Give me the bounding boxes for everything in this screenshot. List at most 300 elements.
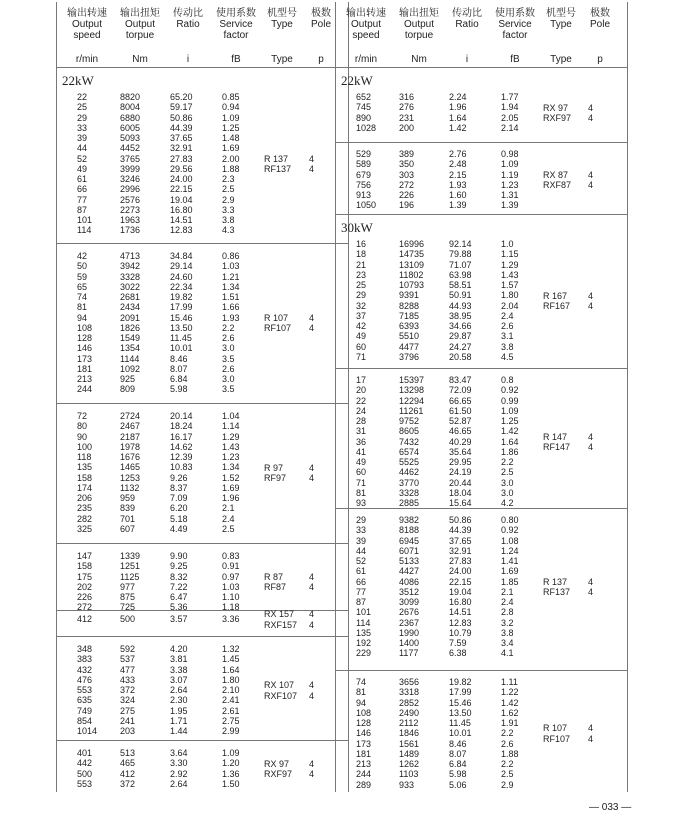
speed-cell: 108: [356, 707, 372, 718]
ratio-cell: 27.83: [449, 556, 472, 566]
ratio-cell: 50.86: [449, 515, 472, 525]
section: [57, 740, 348, 793]
table-row: [57, 614, 348, 624]
torque-cell: 477: [120, 664, 136, 675]
speed-cell: 890: [356, 112, 372, 123]
ratio-cell: 2.92: [170, 768, 188, 779]
factor-cell: 3.8: [501, 341, 514, 352]
table-row: [57, 514, 348, 524]
ratio-cell: 40.29: [449, 436, 472, 447]
table-row: [336, 159, 627, 169]
speed-cell: 81: [356, 687, 367, 698]
speed-cell: 25: [356, 280, 367, 290]
type-code: RX 97: [543, 102, 569, 113]
ratio-cell: 5.98: [449, 769, 467, 780]
torque-cell: 1990: [399, 627, 420, 638]
torque-cell: 1177: [399, 648, 419, 659]
factor-cell: 1.66: [222, 302, 240, 313]
table-row: [57, 483, 348, 493]
ratio-cell: 3.30: [170, 758, 188, 769]
factor-cell: 2.2: [501, 457, 514, 467]
factor-cell: 2.3: [222, 174, 235, 184]
torque-cell: 275: [120, 705, 136, 716]
torque-cell: 3942: [120, 261, 141, 272]
table-row: [336, 311, 627, 321]
speed-cell: 94: [356, 697, 367, 708]
speed-cell: 39: [356, 535, 367, 546]
type-code: R 107: [543, 723, 568, 734]
speed-cell: 128: [77, 333, 93, 343]
speed-cell: 37: [356, 310, 367, 321]
torque-cell: 231: [399, 112, 415, 123]
speed-cell: 22: [356, 395, 367, 406]
type-code: RX 157: [264, 609, 295, 620]
ratio-cell: 24.60: [170, 271, 193, 282]
ratio-cell: 20.14: [170, 411, 193, 421]
ratio-cell: 19.04: [449, 586, 472, 597]
ratio-cell: 52.87: [449, 416, 472, 426]
pole-label: [309, 759, 314, 780]
ratio-cell: 15.46: [449, 697, 472, 708]
ratio-cell: 13.50: [170, 322, 193, 333]
table-row: [336, 200, 627, 210]
pole-value: 4: [309, 473, 315, 483]
speed-cell: 44: [356, 545, 367, 556]
torque-cell: 2576: [120, 194, 141, 205]
pole-value: 4: [588, 733, 594, 744]
table-row: [57, 333, 348, 343]
pole-label: [309, 463, 314, 484]
data-rows: [57, 251, 348, 395]
ratio-cell: 20.44: [449, 477, 472, 488]
torque-cell: 196: [399, 200, 415, 211]
speed-cell: 32: [356, 300, 367, 311]
table-row: [336, 769, 627, 779]
ratio-cell: 10.79: [449, 627, 472, 638]
speed-cell: 59: [77, 271, 88, 282]
section: [336, 670, 627, 793]
factor-cell: 1.39: [501, 200, 519, 211]
table-row: [57, 493, 348, 503]
table-row: [336, 170, 627, 180]
factor-cell: 1.45: [222, 654, 240, 665]
torque-cell: 2681: [120, 292, 141, 302]
table-row: [57, 143, 348, 153]
torque-cell: 1253: [120, 472, 141, 483]
speed-cell: 226: [77, 592, 93, 602]
pole-value: 4: [588, 576, 594, 587]
speed-cell: 128: [356, 718, 372, 728]
data-rows: [336, 515, 627, 659]
ratio-cell: 16.80: [170, 204, 193, 215]
pole-value: 4: [309, 164, 315, 175]
table-row: [336, 515, 627, 525]
factor-cell: 1.10: [222, 592, 240, 602]
type-code: RX 107: [264, 680, 295, 691]
speed-cell: 192: [356, 638, 372, 648]
ratio-cell: 12.39: [170, 452, 193, 462]
pole-value: 4: [588, 431, 594, 442]
torque-cell: 4462: [399, 467, 420, 478]
ratio-cell: 5.18: [170, 513, 188, 524]
ratio-cell: 6.84: [170, 374, 188, 384]
speed-cell: 42: [356, 321, 367, 331]
torque-cell: 14735: [399, 249, 425, 260]
torque-cell: 3999: [120, 163, 141, 174]
speed-cell: 77: [356, 586, 367, 597]
ratio-cell: 3.81: [170, 654, 188, 665]
ratio-cell: 34.84: [170, 251, 193, 261]
torque-cell: 12294: [399, 395, 425, 406]
section: [336, 368, 627, 509]
factor-cell: 3.3: [222, 204, 235, 215]
torque-cell: 13298: [399, 385, 425, 396]
ratio-cell: 44.39: [170, 122, 193, 133]
type-code: R 137: [543, 576, 568, 587]
speed-cell: 29: [356, 515, 367, 525]
speed-cell: 146: [77, 343, 93, 354]
speed-cell: 913: [356, 190, 372, 200]
ratio-cell: 6.84: [449, 759, 467, 769]
section: [57, 243, 348, 404]
table-row: [57, 716, 348, 726]
ratio-cell: 3.57: [170, 614, 188, 624]
speed-cell: 589: [356, 159, 372, 170]
header-ratio: 传动比 Ratio: [173, 8, 203, 30]
ratio-cell: 50.91: [449, 290, 472, 301]
table-row: [336, 290, 627, 300]
table-row: [336, 190, 627, 200]
speed-cell: 147: [77, 551, 93, 561]
speed-cell: 114: [356, 617, 371, 628]
header-output-torque: 输出扭矩 Output torpue: [399, 8, 439, 41]
factor-cell: 1.57: [501, 280, 519, 290]
speed-cell: 93: [356, 498, 367, 508]
table-row: [57, 462, 348, 472]
speed-cell: 158: [77, 561, 93, 572]
factor-cell: 3.0: [501, 487, 514, 498]
factor-cell: 3.36: [222, 614, 240, 624]
torque-cell: 3328: [120, 271, 141, 282]
factor-cell: 1.69: [222, 143, 240, 154]
table-row: [57, 551, 348, 561]
factor-cell: 2.6: [222, 363, 235, 374]
pole-value: 4: [309, 312, 315, 323]
table-row: [336, 648, 627, 658]
factor-cell: 2.9: [222, 194, 235, 205]
factor-cell: 1.62: [501, 707, 519, 718]
factor-cell: 1.09: [222, 748, 240, 758]
torque-cell: 513: [120, 748, 136, 758]
torque-cell: 500: [120, 614, 136, 624]
ratio-cell: 19.82: [449, 677, 472, 687]
ratio-cell: 8.46: [449, 738, 467, 749]
ratio-cell: 16.17: [170, 431, 193, 442]
speed-cell: 118: [77, 452, 92, 462]
table-row: [336, 113, 627, 123]
factor-cell: 1.80: [501, 290, 519, 301]
torque-cell: 1676: [120, 452, 141, 462]
ratio-cell: 10.01: [449, 728, 472, 739]
speed-cell: 213: [356, 759, 372, 769]
ratio-cell: 8.32: [170, 571, 188, 582]
table-row: [336, 546, 627, 556]
section: [57, 610, 348, 637]
table-row: [336, 447, 627, 457]
type-label: [264, 313, 291, 334]
type-label: [543, 577, 570, 598]
ratio-cell: 9.25: [170, 561, 188, 572]
table-row: [57, 102, 348, 112]
data-rows: [57, 411, 348, 534]
speed-cell: 29: [356, 290, 367, 301]
factor-cell: 1.03: [222, 581, 240, 592]
torque-cell: 1978: [120, 441, 141, 452]
torque-cell: 977: [120, 581, 136, 592]
pole-value: 4: [588, 301, 594, 311]
ratio-cell: 8.07: [449, 748, 467, 759]
factor-cell: 0.86: [222, 251, 240, 261]
unit-fb: fB: [510, 54, 520, 65]
torque-cell: 3328: [399, 487, 420, 498]
pole-value: 4: [588, 723, 594, 734]
torque-cell: 5093: [120, 133, 141, 143]
table-row: [336, 416, 627, 426]
speed-cell: 272: [77, 602, 93, 613]
ratio-cell: 10.83: [170, 462, 193, 473]
unit-fb: fB: [231, 54, 241, 65]
table-row: [57, 374, 348, 384]
speed-cell: 42: [77, 251, 88, 261]
ratio-cell: 4.20: [170, 644, 188, 654]
speed-cell: 325: [77, 523, 93, 534]
table-row: [336, 352, 627, 362]
factor-cell: 1.77: [501, 92, 519, 102]
table-row: [336, 249, 627, 259]
torque-cell: 3656: [399, 677, 420, 687]
speed-cell: 49: [356, 457, 367, 467]
section: [336, 214, 627, 369]
table-row: [336, 375, 627, 385]
table-row: [336, 577, 627, 587]
speed-cell: 173: [356, 738, 372, 749]
speed-cell: 81: [77, 302, 88, 313]
speed-cell: 202: [77, 581, 93, 592]
pole-value: 4: [309, 462, 315, 473]
torque-cell: 6574: [399, 446, 420, 457]
table-row: [336, 498, 627, 508]
table-row: [336, 749, 627, 759]
factor-cell: 2.1: [222, 503, 235, 514]
speed-cell: 60: [356, 467, 367, 478]
torque-cell: 13109: [399, 259, 425, 270]
ratio-cell: 6.20: [170, 503, 188, 514]
speed-cell: 476: [77, 674, 93, 685]
table-row: [57, 779, 348, 789]
torque-cell: 1826: [120, 322, 141, 333]
table-row: [57, 503, 348, 513]
speed-cell: 282: [77, 513, 93, 524]
speed-cell: 679: [356, 169, 372, 180]
type-code: RF167: [543, 301, 571, 311]
torque-cell: 10793: [399, 280, 425, 290]
torque-cell: 8288: [399, 300, 420, 311]
torque-cell: 3512: [399, 586, 420, 597]
ratio-cell: 92.14: [449, 239, 472, 249]
table-row: [336, 566, 627, 576]
ratio-cell: 35.64: [449, 446, 472, 457]
torque-cell: 350: [399, 159, 415, 170]
right-table: [335, 2, 628, 792]
factor-cell: 1.69: [501, 566, 519, 577]
torque-cell: 3246: [120, 174, 141, 184]
torque-cell: 2467: [120, 421, 141, 432]
factor-cell: 2.4: [222, 513, 235, 524]
speed-cell: 77: [77, 194, 88, 205]
speed-cell: 442: [77, 758, 93, 769]
type-code: RX 87: [543, 169, 569, 180]
type-label: [264, 154, 291, 175]
type-code: RF107: [543, 733, 571, 744]
factor-cell: 3.8: [222, 215, 235, 225]
data-rows: [57, 748, 348, 789]
factor-cell: 1.21: [222, 271, 240, 282]
unit-rmin: r/min: [75, 54, 99, 65]
table-row: [57, 343, 348, 353]
ratio-cell: 14.62: [170, 441, 193, 452]
factor-cell: 1.88: [222, 163, 240, 174]
ratio-cell: 16.80: [449, 597, 472, 607]
ratio-cell: 3.38: [170, 664, 188, 675]
torque-cell: 1561: [399, 738, 420, 749]
table-row: [336, 342, 627, 352]
ratio-cell: 83.47: [449, 375, 472, 385]
table-row: [336, 270, 627, 280]
table-row: [57, 524, 348, 534]
speed-cell: 90: [77, 431, 88, 442]
type-code: RXF87: [543, 180, 572, 191]
speed-cell: 94: [77, 312, 88, 323]
table-row: [57, 665, 348, 675]
torque-cell: 5525: [399, 457, 420, 467]
torque-cell: 607: [120, 523, 136, 534]
speed-cell: 72: [77, 411, 88, 421]
table-row: [336, 260, 627, 270]
pole-label: [309, 313, 314, 334]
table-row: [336, 102, 627, 112]
table-row: [57, 292, 348, 302]
speed-cell: 1028: [356, 122, 377, 133]
table-row: [336, 556, 627, 566]
table-row: [57, 432, 348, 442]
factor-cell: 1.09: [222, 112, 240, 123]
type-code: RXF107: [264, 690, 298, 701]
torque-cell: 372: [120, 778, 136, 789]
table-row: [336, 301, 627, 311]
ratio-cell: 18.04: [449, 487, 472, 498]
pole-value: 4: [588, 442, 594, 453]
speed-cell: 173: [77, 353, 93, 364]
ratio-cell: 15.64: [449, 498, 472, 508]
section: [336, 68, 627, 142]
speed-cell: 50: [77, 261, 88, 272]
torque-cell: 1144: [120, 353, 140, 364]
unit-nm: Nm: [132, 54, 148, 65]
torque-cell: 2885: [399, 498, 420, 508]
speed-cell: 175: [77, 571, 93, 582]
ratio-cell: 1.96: [449, 102, 467, 113]
pole-label: [588, 432, 593, 453]
factor-cell: 2.5: [501, 769, 514, 780]
factor-cell: 1.91: [501, 718, 519, 728]
factor-cell: 0.92: [501, 525, 519, 536]
torque-cell: 7432: [399, 436, 420, 447]
type-code: R 137: [264, 153, 289, 164]
type-label: [543, 723, 570, 744]
factor-cell: 2.6: [222, 333, 235, 343]
speed-cell: 101: [77, 215, 93, 225]
table-row: [57, 685, 348, 695]
pole-value: 4: [309, 323, 315, 334]
section: [57, 636, 348, 741]
table-row: [57, 272, 348, 282]
ratio-cell: 5.98: [170, 384, 188, 395]
speed-cell: 80: [77, 421, 88, 432]
torque-cell: 8820: [120, 92, 141, 102]
factor-cell: 3.0: [222, 374, 235, 384]
torque-cell: 9752: [399, 416, 420, 426]
ratio-cell: 2.48: [449, 159, 467, 170]
table-row: [336, 687, 627, 697]
torque-cell: 11802: [399, 269, 424, 280]
torque-cell: 433: [120, 674, 136, 685]
type-label: [264, 680, 297, 701]
torque-cell: 1465: [120, 462, 141, 473]
ratio-cell: 37.65: [449, 535, 472, 546]
ratio-cell: 10.01: [170, 343, 193, 354]
table-row: [57, 313, 348, 323]
factor-cell: 0.85: [222, 92, 240, 102]
table-row: [336, 677, 627, 687]
torque-cell: 303: [399, 169, 415, 180]
header-row: [57, 2, 348, 52]
pole-value: 4: [309, 758, 315, 769]
table-row: [57, 215, 348, 225]
speed-cell: 500: [77, 768, 93, 779]
data-rows: [57, 551, 348, 613]
table-row: [57, 695, 348, 705]
table-row: [336, 437, 627, 447]
torque-cell: 809: [120, 384, 136, 395]
speed-cell: 289: [356, 779, 372, 790]
torque-cell: 316: [399, 92, 415, 102]
pole-label: [588, 577, 593, 598]
factor-cell: 3.1: [501, 331, 514, 342]
factor-cell: 1.0: [501, 239, 514, 249]
torque-cell: 465: [120, 758, 136, 769]
factor-cell: 2.2: [501, 728, 514, 739]
torque-cell: 3770: [399, 477, 420, 488]
factor-cell: 1.15: [501, 249, 519, 260]
factor-cell: 1.08: [501, 535, 519, 546]
type-label: [543, 170, 571, 191]
factor-cell: 2.41: [222, 695, 240, 706]
ratio-cell: 22.34: [170, 281, 193, 292]
torque-cell: 2091: [120, 312, 141, 323]
torque-cell: 1489: [399, 748, 420, 759]
section: [336, 508, 627, 671]
ratio-cell: 22.15: [170, 184, 193, 195]
